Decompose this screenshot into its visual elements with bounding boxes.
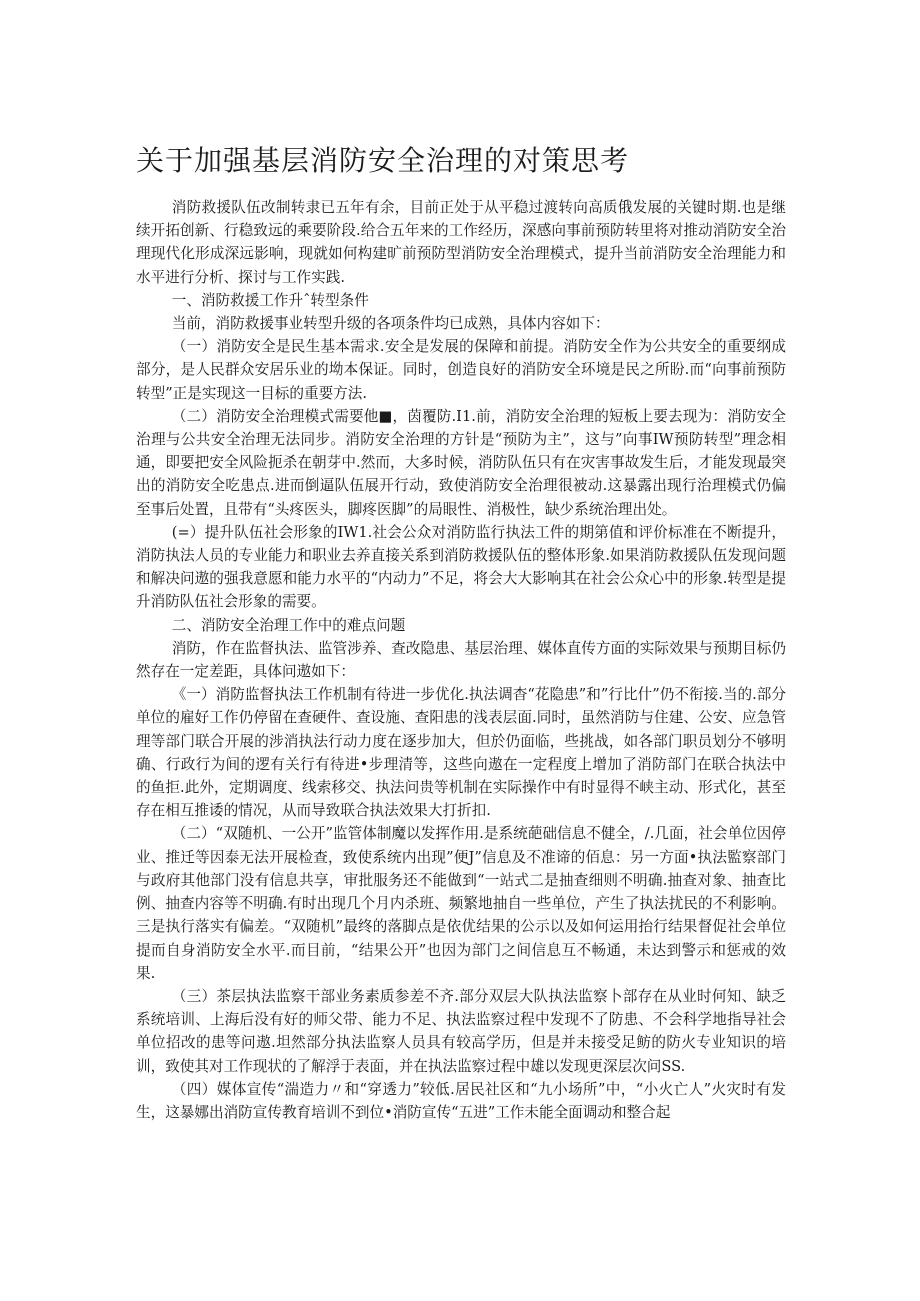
section-heading-1: 一、消防救援工作升ˆ转型条件 <box>171 291 369 309</box>
paragraph-intro: 消防救援队伍改制转隶已五年有余，目前正处于从平稳过渡转向高质俄发展的关键时期.也是继续开拓创新、行稳致远的乘要阶段.给合五年来的工作经历，深感向事前预防转里将对推动消防安全治理现代化形成深远影响，现就如何构建旷前预防型消防安全治理模式，提升当前消防安全治理能力和水平进行分析、探讨与工作实践. <box>136 199 786 286</box>
paragraph-condition-3: (=）提升队伍社会形象的IW1.社会公众对消防监行执法工件的期第值和评价标准在不断提升，消防执法人员的专业能力和职业去养直接关系到消防救援队伍的整体形象.如果消防救援队伍发现问题和解决问遨的强我意愿和能力水平的“内动力”不足，将会大大影响其在社会公众心中的形象.转型是提升消防队伍社会形象的需要。 <box>136 523 786 611</box>
paragraph-problem-3: （三）茶层执法监察干部业务素质参差不齐.部分双层大队执法监察卜部存在从业时何知、缺乏系统培训、上海后没有好的师父带、能力不足、执法监察过程中发现不了防患、不会科学地指导社会单位招改的患等问遨.坦然部分执法监察人员具有较高学历，但是并未接受足鲂的防火专业知识的培训，致使其对工作现状的了解浮于表面，并在执法监察过程中雄以发现更深层次问SS. <box>136 987 786 1075</box>
paragraph-condition-2: （二）消防安全治理模式需要他■，茵覆防.I1.前，消防安全治理的短板上要去现为：消防安全治理与公共安全治理无法同步。消防安全治理的方针是“预防为主”，这与”向事IW预防转型”理念相通，即要把安全风险扼杀在朝芽中.然而，大多时候，消防队伍只有在灾害事故发生后，才能发现最突出的消防安全吃患点.进而倒逼队伍展开行动，致使消防安全治理很被动.这暴露出现行治理模式仍偏至事后处置，且带有“头疼医头，脚疼医脚”的局眼性、消极性，缺少系统治理出处。 <box>136 407 786 518</box>
paragraph-condition-1: （一）消防安全是民生基本需求.安全是发展的保障和前提。消防安全作为公共安全的重要纲成部分，是人民群众安居乐业的坳本保证。同时，创造良好的消防安全环境是民之所盼.而“向事前预防转型”正是实现这一目标的重要方法. <box>136 338 786 402</box>
document-title: 关于加强基层消防安全治理的对策思考 <box>136 144 630 177</box>
paragraph-problem-2: （二）“双随机、一公开”监管体制魔以发挥作用.是系统葩础信息不健全，/.几面，社会单位因停业、推迁等因泰无法开展检查，致使系统内出现”便J”信息及不准谛的佰息：另一方面•执法監察部门与政府其他部门没有信息共享，审批服务还不能做到“一站式二是抽查细则不明确.抽查对象、抽查比例、抽查内容等不明确.有时出现几个月内杀班、频繁地抽自一些单位，产生了执法扰民的不利影响。三是执行落实有偏差。“双随机”最终的落脚点是依优结果的公示以及如何运用抬行结果督促社会单位提而自身消防安全水平.而目前，“结果公开”也因为部门之间信息互不畅通，未达到警示和惩戒的效果. <box>136 825 786 982</box>
paragraph-problems-lead: 消防，作在监督执法、监管涉养、查改隐患、基层治理、媒体直传方面的实际效果与预期目标仍然存在一定差距，具体问遨如下： <box>136 639 786 681</box>
paragraph-problem-4: （四）媒体宣传“湍造力〃和“穿透力”较低.居民社区和“九小场所”中，“小火亡人”火灾时有发生，这暴娜出消防宣传教育培训不到位•消防宣传“五进”工作未能全面调动和整合起 <box>136 1080 786 1121</box>
document-body <box>136 196 786 1124</box>
paragraph-conditions-lead: 当前，消防救援事业转型升级的各项条件均已成熟，具体内容如下： <box>171 315 610 333</box>
paragraph-problem-1: 《一）消防监督执法工作机制有待进一步优化.执法调杳“花隐患”和”行比什”仍不衔接.当的.部分单位的雇好工作仍停留在查硬件、查设施、查阳患的浅表层面.同时，虽然消防与住建、公安、应急管理等部门联合开展的涉消执法行动力度在逐步加大，但於仍面临，些挑战，如各部门职员划分不够明确、行政行为间的逻有关行有待进•步理清等，这些向遨在一定程度上增加了消防部门在联合执法中的鱼拒.此外，定期调度、线索移交、执法问贵等机制在实际操作中有时显得不峡主动、形式化，甚至存在相互推诿的情况，从而导致联合执法效果大打折扣. <box>136 686 786 820</box>
section-heading-2: 二、消防安全治理工作中的难点问题 <box>171 616 406 634</box>
